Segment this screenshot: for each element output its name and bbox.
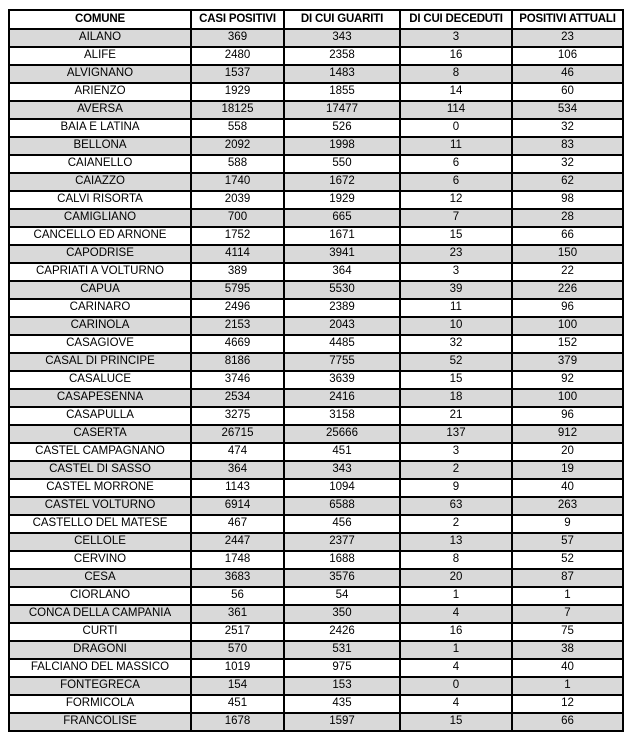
comune-cell: BAIA E LATINA bbox=[9, 119, 191, 137]
table-row bbox=[9, 65, 623, 83]
value-cell: 1 bbox=[512, 677, 623, 695]
value-cell: 13 bbox=[400, 533, 512, 551]
comune-cell: CASAPESENNA bbox=[9, 389, 191, 407]
comune-cell: CASAL DI PRINCIPE bbox=[9, 353, 191, 371]
value-cell: 343 bbox=[284, 461, 400, 479]
value-cell: 62 bbox=[512, 173, 623, 191]
value-cell: 1672 bbox=[284, 173, 400, 191]
table-row bbox=[9, 353, 623, 371]
value-cell: 100 bbox=[512, 389, 623, 407]
value-cell: 52 bbox=[400, 353, 512, 371]
value-cell: 2534 bbox=[191, 389, 284, 407]
value-cell: 3746 bbox=[191, 371, 284, 389]
value-cell: 5530 bbox=[284, 281, 400, 299]
table-row bbox=[9, 407, 623, 425]
comune-cell: ALIFE bbox=[9, 47, 191, 65]
table-row bbox=[9, 389, 623, 407]
value-cell: 3275 bbox=[191, 407, 284, 425]
table-row bbox=[9, 713, 623, 731]
value-cell: 22 bbox=[512, 263, 623, 281]
comune-cell: ALVIGNANO bbox=[9, 65, 191, 83]
value-cell: 83 bbox=[512, 137, 623, 155]
comune-cell: CAPRIATI A VOLTURNO bbox=[9, 263, 191, 281]
value-cell: 2517 bbox=[191, 623, 284, 641]
table-row bbox=[9, 461, 623, 479]
column-header-3: DI CUI DECEDUTI bbox=[400, 10, 512, 29]
value-cell: 4 bbox=[400, 695, 512, 713]
value-cell: 1 bbox=[400, 641, 512, 659]
value-cell: 2039 bbox=[191, 191, 284, 209]
value-cell: 96 bbox=[512, 299, 623, 317]
comune-cell: ARIENZO bbox=[9, 83, 191, 101]
value-cell: 3 bbox=[400, 29, 512, 47]
table-row bbox=[9, 299, 623, 317]
value-cell: 0 bbox=[400, 119, 512, 137]
comune-cell: CANCELLO ED ARNONE bbox=[9, 227, 191, 245]
value-cell: 665 bbox=[284, 209, 400, 227]
table-row bbox=[9, 155, 623, 173]
value-cell: 4485 bbox=[284, 335, 400, 353]
table-row bbox=[9, 137, 623, 155]
comune-cell: CAMIGLIANO bbox=[9, 209, 191, 227]
table-row bbox=[9, 191, 623, 209]
value-cell: 96 bbox=[512, 407, 623, 425]
value-cell: 18 bbox=[400, 389, 512, 407]
value-cell: 28 bbox=[512, 209, 623, 227]
value-cell: 474 bbox=[191, 443, 284, 461]
value-cell: 451 bbox=[284, 443, 400, 461]
value-cell: 12 bbox=[512, 695, 623, 713]
table-body bbox=[9, 29, 623, 731]
value-cell: 550 bbox=[284, 155, 400, 173]
value-cell: 3639 bbox=[284, 371, 400, 389]
comune-cell: CELLOLE bbox=[9, 533, 191, 551]
table-row bbox=[9, 479, 623, 497]
value-cell: 54 bbox=[284, 587, 400, 605]
value-cell: 8 bbox=[400, 551, 512, 569]
table-row bbox=[9, 29, 623, 47]
value-cell: 558 bbox=[191, 119, 284, 137]
comune-cell: CASTELLO DEL MATESE bbox=[9, 515, 191, 533]
table-row bbox=[9, 245, 623, 263]
value-cell: 456 bbox=[284, 515, 400, 533]
value-cell: 1748 bbox=[191, 551, 284, 569]
comune-cell: CASTEL MORRONE bbox=[9, 479, 191, 497]
value-cell: 226 bbox=[512, 281, 623, 299]
value-cell: 6 bbox=[400, 173, 512, 191]
value-cell: 154 bbox=[191, 677, 284, 695]
table-row bbox=[9, 551, 623, 569]
value-cell: 263 bbox=[512, 497, 623, 515]
table-row bbox=[9, 659, 623, 677]
value-cell: 1483 bbox=[284, 65, 400, 83]
value-cell: 1019 bbox=[191, 659, 284, 677]
table-row bbox=[9, 317, 623, 335]
value-cell: 3158 bbox=[284, 407, 400, 425]
table-row bbox=[9, 515, 623, 533]
value-cell: 1094 bbox=[284, 479, 400, 497]
value-cell: 361 bbox=[191, 605, 284, 623]
value-cell: 1688 bbox=[284, 551, 400, 569]
comune-cell: BELLONA bbox=[9, 137, 191, 155]
table-row bbox=[9, 695, 623, 713]
value-cell: 153 bbox=[284, 677, 400, 695]
column-header-1: CASI POSITIVI bbox=[191, 10, 284, 29]
comune-cell: CIORLANO bbox=[9, 587, 191, 605]
value-cell: 6 bbox=[400, 155, 512, 173]
comune-cell: FRANCOLISE bbox=[9, 713, 191, 731]
value-cell: 389 bbox=[191, 263, 284, 281]
value-cell: 46 bbox=[512, 65, 623, 83]
comune-cell: CAPUA bbox=[9, 281, 191, 299]
value-cell: 56 bbox=[191, 587, 284, 605]
value-cell: 1752 bbox=[191, 227, 284, 245]
value-cell: 18125 bbox=[191, 101, 284, 119]
value-cell: 364 bbox=[284, 263, 400, 281]
value-cell: 137 bbox=[400, 425, 512, 443]
comune-cell: CASTEL DI SASSO bbox=[9, 461, 191, 479]
value-cell: 152 bbox=[512, 335, 623, 353]
value-cell: 1537 bbox=[191, 65, 284, 83]
value-cell: 11 bbox=[400, 299, 512, 317]
value-cell: 60 bbox=[512, 83, 623, 101]
table-row bbox=[9, 497, 623, 515]
comune-cell: FORMICOLA bbox=[9, 695, 191, 713]
value-cell: 1597 bbox=[284, 713, 400, 731]
table-row bbox=[9, 83, 623, 101]
comune-cell: CAPODRISE bbox=[9, 245, 191, 263]
value-cell: 531 bbox=[284, 641, 400, 659]
comune-cell: CASALUCE bbox=[9, 371, 191, 389]
value-cell: 467 bbox=[191, 515, 284, 533]
value-cell: 3576 bbox=[284, 569, 400, 587]
value-cell: 2358 bbox=[284, 47, 400, 65]
value-cell: 7 bbox=[400, 209, 512, 227]
value-cell: 19 bbox=[512, 461, 623, 479]
value-cell: 10 bbox=[400, 317, 512, 335]
value-cell: 2496 bbox=[191, 299, 284, 317]
value-cell: 66 bbox=[512, 227, 623, 245]
table-header bbox=[9, 10, 623, 29]
value-cell: 451 bbox=[191, 695, 284, 713]
comune-cell: CALVI RISORTA bbox=[9, 191, 191, 209]
value-cell: 1671 bbox=[284, 227, 400, 245]
table-row bbox=[9, 101, 623, 119]
value-cell: 8 bbox=[400, 65, 512, 83]
value-cell: 912 bbox=[512, 425, 623, 443]
table-row bbox=[9, 119, 623, 137]
value-cell: 534 bbox=[512, 101, 623, 119]
table-row bbox=[9, 227, 623, 245]
table-row bbox=[9, 677, 623, 695]
value-cell: 92 bbox=[512, 371, 623, 389]
value-cell: 12 bbox=[400, 191, 512, 209]
value-cell: 2 bbox=[400, 515, 512, 533]
value-cell: 23 bbox=[512, 29, 623, 47]
value-cell: 38 bbox=[512, 641, 623, 659]
value-cell: 40 bbox=[512, 479, 623, 497]
value-cell: 364 bbox=[191, 461, 284, 479]
table-row bbox=[9, 569, 623, 587]
value-cell: 2043 bbox=[284, 317, 400, 335]
value-cell: 1929 bbox=[191, 83, 284, 101]
comune-cell: CARINARO bbox=[9, 299, 191, 317]
value-cell: 343 bbox=[284, 29, 400, 47]
column-header-4: POSITIVI ATTUALI bbox=[512, 10, 623, 29]
table-row bbox=[9, 371, 623, 389]
value-cell: 975 bbox=[284, 659, 400, 677]
value-cell: 570 bbox=[191, 641, 284, 659]
value-cell: 526 bbox=[284, 119, 400, 137]
value-cell: 66 bbox=[512, 713, 623, 731]
value-cell: 32 bbox=[512, 155, 623, 173]
value-cell: 20 bbox=[400, 569, 512, 587]
value-cell: 2377 bbox=[284, 533, 400, 551]
value-cell: 23 bbox=[400, 245, 512, 263]
value-cell: 8186 bbox=[191, 353, 284, 371]
value-cell: 4669 bbox=[191, 335, 284, 353]
value-cell: 15 bbox=[400, 227, 512, 245]
table-row bbox=[9, 263, 623, 281]
value-cell: 9 bbox=[512, 515, 623, 533]
value-cell: 106 bbox=[512, 47, 623, 65]
value-cell: 32 bbox=[400, 335, 512, 353]
comune-cell: AILANO bbox=[9, 29, 191, 47]
value-cell: 1678 bbox=[191, 713, 284, 731]
value-cell: 16 bbox=[400, 47, 512, 65]
value-cell: 1740 bbox=[191, 173, 284, 191]
value-cell: 52 bbox=[512, 551, 623, 569]
comune-cell: CONCA DELLA CAMPANIA bbox=[9, 605, 191, 623]
value-cell: 435 bbox=[284, 695, 400, 713]
comune-cell: CURTI bbox=[9, 623, 191, 641]
value-cell: 7 bbox=[512, 605, 623, 623]
column-header-0: COMUNE bbox=[9, 10, 191, 29]
value-cell: 39 bbox=[400, 281, 512, 299]
comune-cell: CASTEL CAMPAGNANO bbox=[9, 443, 191, 461]
value-cell: 40 bbox=[512, 659, 623, 677]
value-cell: 9 bbox=[400, 479, 512, 497]
value-cell: 1929 bbox=[284, 191, 400, 209]
value-cell: 16 bbox=[400, 623, 512, 641]
value-cell: 25666 bbox=[284, 425, 400, 443]
value-cell: 150 bbox=[512, 245, 623, 263]
table-row bbox=[9, 533, 623, 551]
table-row bbox=[9, 209, 623, 227]
column-header-2: DI CUI GUARITI bbox=[284, 10, 400, 29]
value-cell: 1998 bbox=[284, 137, 400, 155]
value-cell: 2447 bbox=[191, 533, 284, 551]
value-cell: 379 bbox=[512, 353, 623, 371]
comune-cell: CESA bbox=[9, 569, 191, 587]
table-row bbox=[9, 587, 623, 605]
value-cell: 2480 bbox=[191, 47, 284, 65]
value-cell: 4 bbox=[400, 605, 512, 623]
value-cell: 1 bbox=[512, 587, 623, 605]
value-cell: 3683 bbox=[191, 569, 284, 587]
comune-cell: CASAPULLA bbox=[9, 407, 191, 425]
comune-cell: CARINOLA bbox=[9, 317, 191, 335]
value-cell: 1143 bbox=[191, 479, 284, 497]
comune-cell: CASAGIOVE bbox=[9, 335, 191, 353]
value-cell: 114 bbox=[400, 101, 512, 119]
header-row bbox=[9, 10, 623, 29]
value-cell: 20 bbox=[512, 443, 623, 461]
comune-cell: FONTEGRECA bbox=[9, 677, 191, 695]
comune-cell: CASTEL VOLTURNO bbox=[9, 497, 191, 515]
comune-cell: CAIAZZO bbox=[9, 173, 191, 191]
comune-cell: CASERTA bbox=[9, 425, 191, 443]
value-cell: 32 bbox=[512, 119, 623, 137]
comune-cell: CERVINO bbox=[9, 551, 191, 569]
value-cell: 21 bbox=[400, 407, 512, 425]
value-cell: 3941 bbox=[284, 245, 400, 263]
value-cell: 2092 bbox=[191, 137, 284, 155]
value-cell: 87 bbox=[512, 569, 623, 587]
value-cell: 0 bbox=[400, 677, 512, 695]
value-cell: 75 bbox=[512, 623, 623, 641]
value-cell: 57 bbox=[512, 533, 623, 551]
table-row bbox=[9, 281, 623, 299]
comune-cell: AVERSA bbox=[9, 101, 191, 119]
table-row bbox=[9, 605, 623, 623]
value-cell: 2416 bbox=[284, 389, 400, 407]
table-row bbox=[9, 173, 623, 191]
value-cell: 15 bbox=[400, 713, 512, 731]
table-row bbox=[9, 425, 623, 443]
value-cell: 2389 bbox=[284, 299, 400, 317]
value-cell: 26715 bbox=[191, 425, 284, 443]
table-row bbox=[9, 641, 623, 659]
table-row bbox=[9, 623, 623, 641]
comune-cell: FALCIANO DEL MASSICO bbox=[9, 659, 191, 677]
value-cell: 63 bbox=[400, 497, 512, 515]
value-cell: 2 bbox=[400, 461, 512, 479]
value-cell: 3 bbox=[400, 443, 512, 461]
value-cell: 7755 bbox=[284, 353, 400, 371]
value-cell: 98 bbox=[512, 191, 623, 209]
table-row bbox=[9, 335, 623, 353]
value-cell: 6588 bbox=[284, 497, 400, 515]
value-cell: 17477 bbox=[284, 101, 400, 119]
value-cell: 2426 bbox=[284, 623, 400, 641]
value-cell: 3 bbox=[400, 263, 512, 281]
value-cell: 14 bbox=[400, 83, 512, 101]
value-cell: 4 bbox=[400, 659, 512, 677]
value-cell: 5795 bbox=[191, 281, 284, 299]
comuni-covid-table bbox=[8, 9, 624, 732]
value-cell: 350 bbox=[284, 605, 400, 623]
value-cell: 588 bbox=[191, 155, 284, 173]
value-cell: 11 bbox=[400, 137, 512, 155]
value-cell: 100 bbox=[512, 317, 623, 335]
value-cell: 15 bbox=[400, 371, 512, 389]
table-row bbox=[9, 47, 623, 65]
value-cell: 4114 bbox=[191, 245, 284, 263]
value-cell: 1855 bbox=[284, 83, 400, 101]
value-cell: 1 bbox=[400, 587, 512, 605]
table-row bbox=[9, 443, 623, 461]
value-cell: 6914 bbox=[191, 497, 284, 515]
comune-cell: CAIANELLO bbox=[9, 155, 191, 173]
comune-cell: DRAGONI bbox=[9, 641, 191, 659]
value-cell: 369 bbox=[191, 29, 284, 47]
value-cell: 700 bbox=[191, 209, 284, 227]
value-cell: 2153 bbox=[191, 317, 284, 335]
